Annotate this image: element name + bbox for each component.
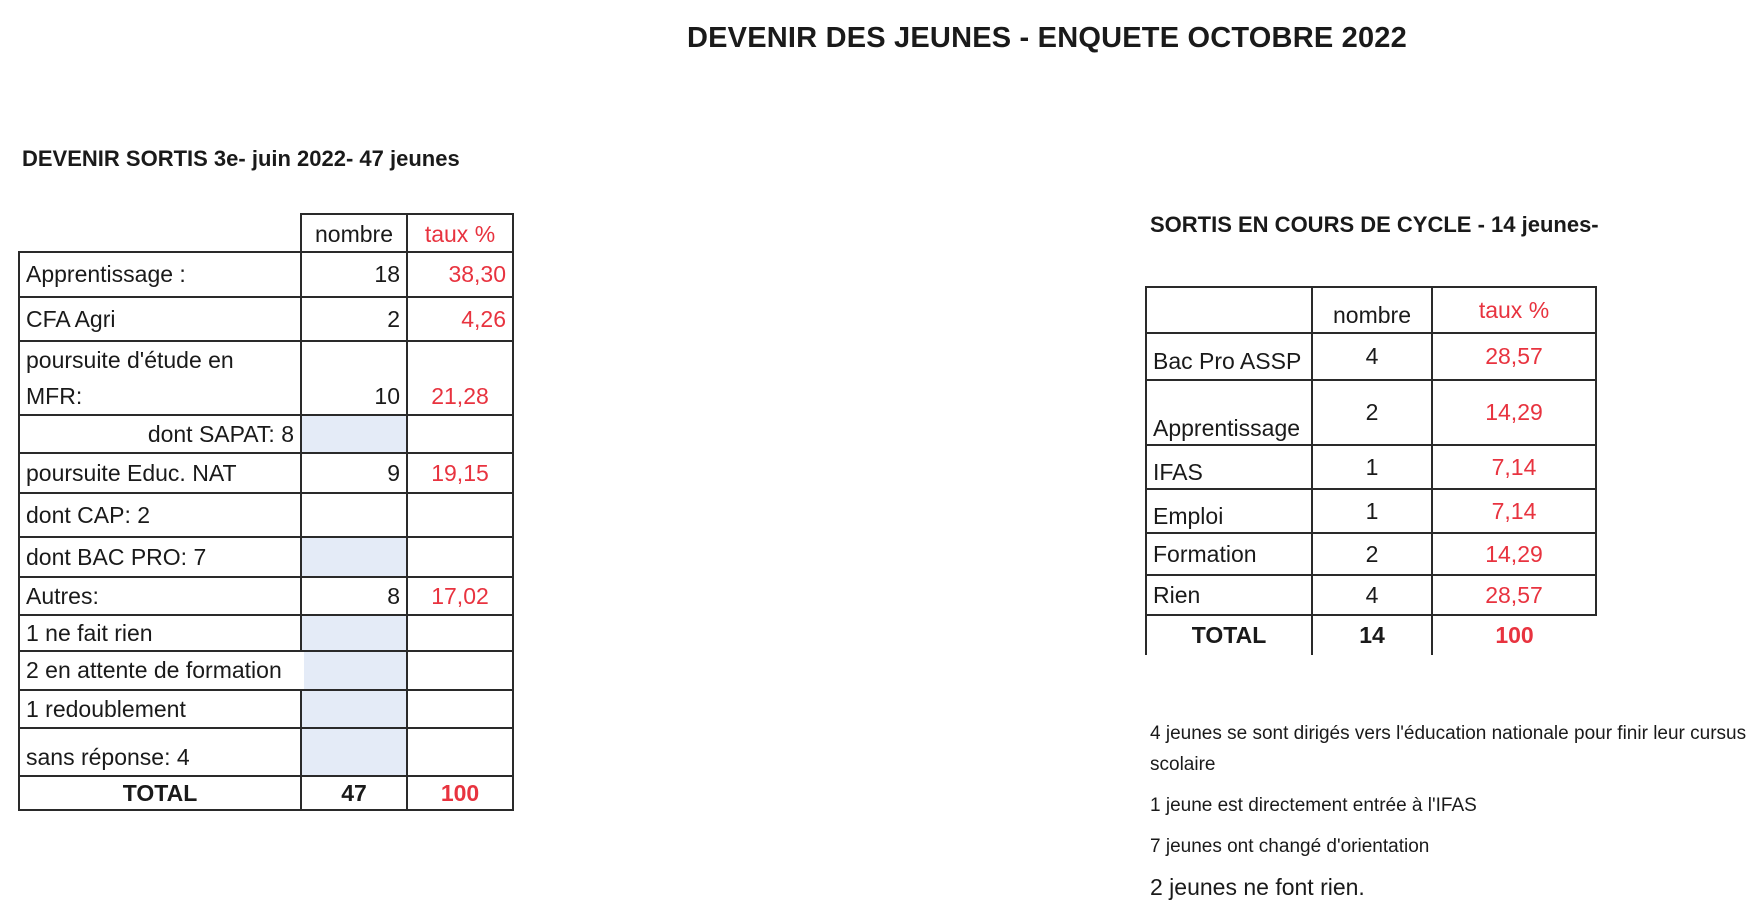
table-row (19, 690, 513, 728)
row-label: sans réponse: 4 (19, 728, 301, 776)
row-taux (407, 728, 513, 776)
row-nombre: 2 (301, 297, 407, 341)
row-taux: 28,57 (1432, 575, 1596, 615)
row-taux: 4,26 (407, 297, 513, 341)
note-line: 2 jeunes ne font rien. (1150, 874, 1365, 900)
table-row (19, 615, 513, 651)
row-label: poursuite Educ. NAT (19, 453, 301, 493)
row-taux: 7,14 (1432, 445, 1596, 489)
table-row (19, 728, 513, 776)
row-nombre: 9 (301, 453, 407, 493)
row-taux: 21,28 (407, 341, 513, 415)
table-row (19, 341, 513, 415)
row-nombre: 4 (1312, 333, 1432, 380)
table-row (1146, 533, 1596, 575)
header-taux: taux % (407, 214, 513, 252)
row-nombre: 18 (301, 252, 407, 297)
row-taux (407, 537, 513, 577)
row-nombre: 1 (1312, 489, 1432, 533)
row-label: Autres: (19, 577, 301, 615)
total-label: TOTAL (1146, 615, 1312, 655)
notes-block (1150, 718, 1750, 913)
row-label: Formation (1146, 533, 1312, 575)
table-row (19, 537, 513, 577)
row-label: 1 ne fait rien (19, 615, 301, 651)
row-nombre (301, 537, 407, 577)
row-label: dont SAPAT: 8 (19, 415, 301, 453)
row-nombre (301, 493, 407, 537)
row-label: Rien (1146, 575, 1312, 615)
left-results-table (18, 213, 514, 811)
row-label: 1 redoublement (19, 690, 301, 728)
row-nombre: 4 (1312, 575, 1432, 615)
row-nombre (301, 690, 407, 728)
row-label: Apprentissage : (19, 252, 301, 297)
table-row (19, 415, 513, 453)
header-blank-cell (19, 214, 301, 252)
table-row (1146, 333, 1596, 380)
header-blank-cell (1146, 287, 1312, 333)
table-row (19, 453, 513, 493)
row-taux: 19,15 (407, 453, 513, 493)
row-label: IFAS (1146, 445, 1312, 489)
total-label: TOTAL (19, 776, 301, 810)
row-nombre (301, 728, 407, 776)
row-label: Apprentissage (1146, 380, 1312, 445)
row-taux: 7,14 (1432, 489, 1596, 533)
right-results-table (1145, 286, 1597, 655)
row-taux: 28,57 (1432, 333, 1596, 380)
row-nombre (301, 415, 407, 453)
right-section-heading: SORTIS EN COURS DE CYCLE - 14 jeunes- (1150, 212, 1599, 237)
row-nombre: 2 (1312, 533, 1432, 575)
row-nombre (301, 615, 407, 651)
total-taux: 100 (1432, 615, 1596, 655)
table-row (19, 577, 513, 615)
row-taux (407, 690, 513, 728)
header-taux: taux % (1432, 287, 1596, 333)
total-nombre: 47 (301, 776, 407, 810)
row-taux: 14,29 (1432, 380, 1596, 445)
header-nombre: nombre (301, 214, 407, 252)
note-line: 4 jeunes se sont dirigés vers l'éducation nationale pour finir leur cursus scolaire (1150, 723, 1747, 775)
row-nombre: 1 (1312, 445, 1432, 489)
header-nombre: nombre (1312, 287, 1432, 333)
total-nombre: 14 (1312, 615, 1432, 655)
row-label: CFA Agri (19, 297, 301, 341)
page-title: DEVENIR DES JEUNES - ENQUETE OCTOBRE 2022 (687, 22, 1407, 54)
table-total-row (19, 776, 513, 810)
table-row (1146, 445, 1596, 489)
row-taux: 14,29 (1432, 533, 1596, 575)
note-line: 7 jeunes ont changé d'orientation (1150, 836, 1430, 857)
row-nombre: 2 (1312, 380, 1432, 445)
table-total-row (1146, 615, 1596, 655)
row-label: 2 en attente de formation (19, 651, 407, 690)
table-row (1146, 575, 1596, 615)
row-taux: 38,30 (407, 252, 513, 297)
total-taux: 100 (407, 776, 513, 810)
table-row (19, 493, 513, 537)
row-nombre: 10 (301, 341, 407, 415)
row-label: Bac Pro ASSP (1146, 333, 1312, 380)
row-taux (407, 615, 513, 651)
row-taux: 17,02 (407, 577, 513, 615)
table-header-row (1146, 287, 1596, 333)
table-row (19, 297, 513, 341)
row-label: poursuite d'étude en MFR: (19, 341, 301, 415)
row-nombre: 8 (301, 577, 407, 615)
row-label: dont BAC PRO: 7 (19, 537, 301, 577)
row-label: dont CAP: 2 (19, 493, 301, 537)
left-section-heading: DEVENIR SORTIS 3e- juin 2022- 47 jeunes (22, 146, 460, 171)
row-label: Emploi (1146, 489, 1312, 533)
row-taux (407, 493, 513, 537)
row-taux (407, 415, 513, 453)
row-taux (407, 651, 513, 690)
table-row (19, 651, 513, 690)
table-row (19, 252, 513, 297)
note-line: 1 jeune est directement entrée à l'IFAS (1150, 795, 1477, 816)
table-row (1146, 489, 1596, 533)
table-row (1146, 380, 1596, 445)
table-header-row (19, 214, 513, 252)
